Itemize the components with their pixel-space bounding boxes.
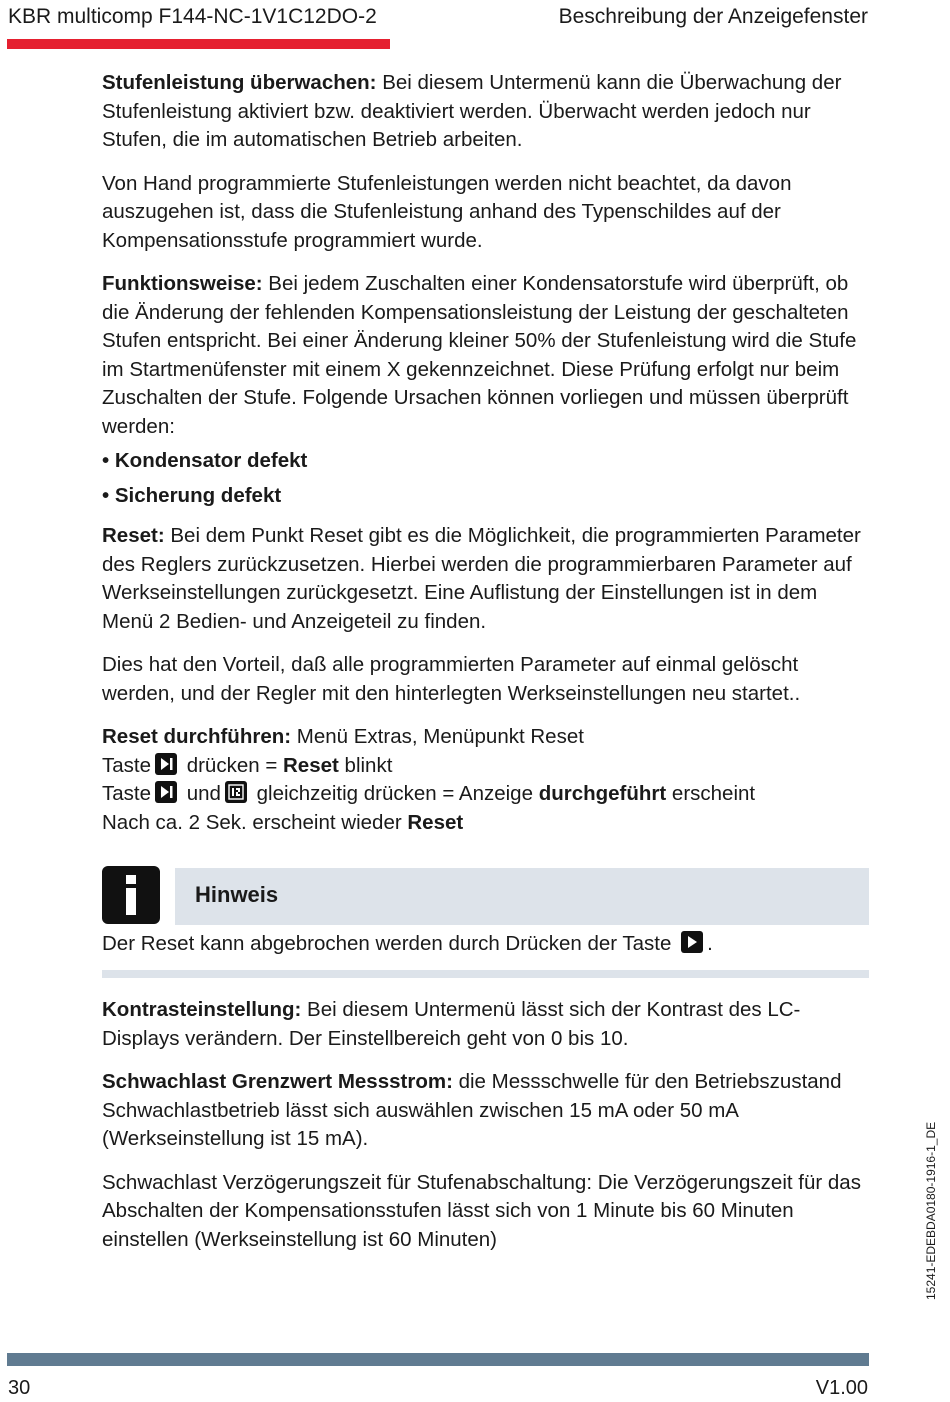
- hint-text: Der Reset kann abgebrochen werden durch Drücken der Taste .: [102, 932, 713, 955]
- paragraph-vorteil: Dies hat den Vorteil, daß alle programmierten Parameter auf einmal gelöscht werden, und der Regler mit den hinterlegten Werkseinstellungen neu startet..: [102, 653, 801, 705]
- header-accent-rule: [7, 39, 390, 49]
- main-content: [102, 69, 872, 837]
- main-content-continued: [102, 996, 872, 1269]
- section-title: Beschreibung der Anzeigefenster: [558, 5, 868, 28]
- page-number: 30: [8, 1377, 31, 1399]
- step-line-2: Taste drücken = Reset blinkt: [102, 753, 393, 777]
- footer-rule: [7, 1353, 869, 1366]
- paragraph-stufenleistung: [102, 69, 872, 155]
- play-key-icon: [681, 931, 703, 953]
- display-key-icon: [225, 781, 247, 803]
- paragraph-funktionsweise: [102, 270, 872, 441]
- text-stufenleistung: Bei diesem Untermenü kann die Überwachung der Stufenleistung aktiviert bzw. deaktiviert werden. Überwacht werden jedoch nur Stufen, die im automatischen Betrieb arbeiten.: [102, 71, 842, 151]
- hint-title-bar: [175, 868, 869, 925]
- step-forward-key-icon: [155, 781, 177, 803]
- reset-steps: [102, 723, 872, 837]
- term-kontrast: Kontrasteinstellung:: [102, 998, 302, 1021]
- text-funktionsweise: Bei jedem Zuschalten einer Kondensatorstufe wird überprüft, ob die Änderung der fehlenden Kompensationsleistung der Leistung der geschalteten Stufen entspricht. Bei einer Änderung kleiner 50% der Stufenleistung wird die Stufe im Startmenüfenster mit einem X gekennzeichnet. Diese Prüfung erfolgt nur beim Zuschalten der Stufe. Folgende Ursachen können vorliegen und müssen überprüft werden:: [102, 272, 857, 438]
- hint-bottom-rule: [102, 970, 869, 978]
- text-reset: Bei dem Punkt Reset gibt es die Möglichkeit, die programmierten Parameter des Reglers zurückzusetzen. Hierbei werden die programmierbaren Parameter auf Werkseinstellungen zurückgesetzt. Eine Auflistung der Einstellungen ist in dem Menü 2 Bedien- und Anzeigeteil zu finden.: [102, 524, 861, 633]
- term-reset: Reset:: [102, 524, 165, 547]
- paragraph-kontrast: Kontrasteinstellung: Bei diesem Untermenü lässt sich der Kontrast des LC-Displays verändern. Der Einstellbereich geht von 0 bis 10.: [102, 998, 801, 1050]
- term-stufenleistung: Stufenleistung überwachen:: [102, 71, 377, 94]
- term-reset-durchfuehren: Reset durchführen:: [102, 725, 292, 748]
- term-schwachlast-grenzwert: Schwachlast Grenzwert Messstrom:: [102, 1070, 453, 1093]
- step-line-4: Nach ca. 2 Sek. erscheint wieder Reset: [102, 810, 464, 834]
- document-code: 15241-EDEBDA0180-1916-1_DE: [924, 1121, 938, 1300]
- step-line-1: Reset durchführen: Menü Extras, Menüpunkt Reset: [102, 725, 584, 748]
- paragraph-reset: [102, 522, 872, 636]
- bullet-kondensator: • Kondensator defekt: [102, 449, 308, 472]
- step-forward-key-icon: [155, 753, 177, 775]
- bullet-sicherung: • Sicherung defekt: [102, 483, 282, 507]
- hint-title: Hinweis: [195, 882, 279, 907]
- term-funktionsweise: Funktionsweise:: [102, 272, 263, 295]
- paragraph-schwachlast-verzoegerung: Schwachlast Verzögerungszeit für Stufenabschaltung: Die Verzögerungszeit für das Abschalten der Kompensationsstufen lässt sich von 1 Minute bis 60 Minuten einstellen (Werkseinstellung ist 60 Minuten): [102, 1170, 861, 1251]
- paragraph-schwachlast-grenzwert: Schwachlast Grenzwert Messstrom: die Messschwelle für den Betriebszustand Schwachlastbetrieb lässt sich auswählen zwischen 15 mA oder 50 mA (Werkseinstellung ist 15 mA).: [102, 1070, 842, 1150]
- paragraph-von-hand: Von Hand programmierte Stufenleistungen werden nicht beachtet, da davon auszugehen ist, dass die Stufenleistung anhand des Typenschildes auf der Kompensationsstufe programmiert wurde.: [102, 171, 792, 252]
- info-icon: [102, 866, 160, 924]
- step-line-3: Taste und gleichzeitig drücken = Anzeige durchgeführt erscheint: [102, 782, 756, 805]
- version-label: V1.00: [815, 1377, 868, 1399]
- document-title: KBR multicomp F144-NC-1V1C12DO-2: [8, 5, 377, 28]
